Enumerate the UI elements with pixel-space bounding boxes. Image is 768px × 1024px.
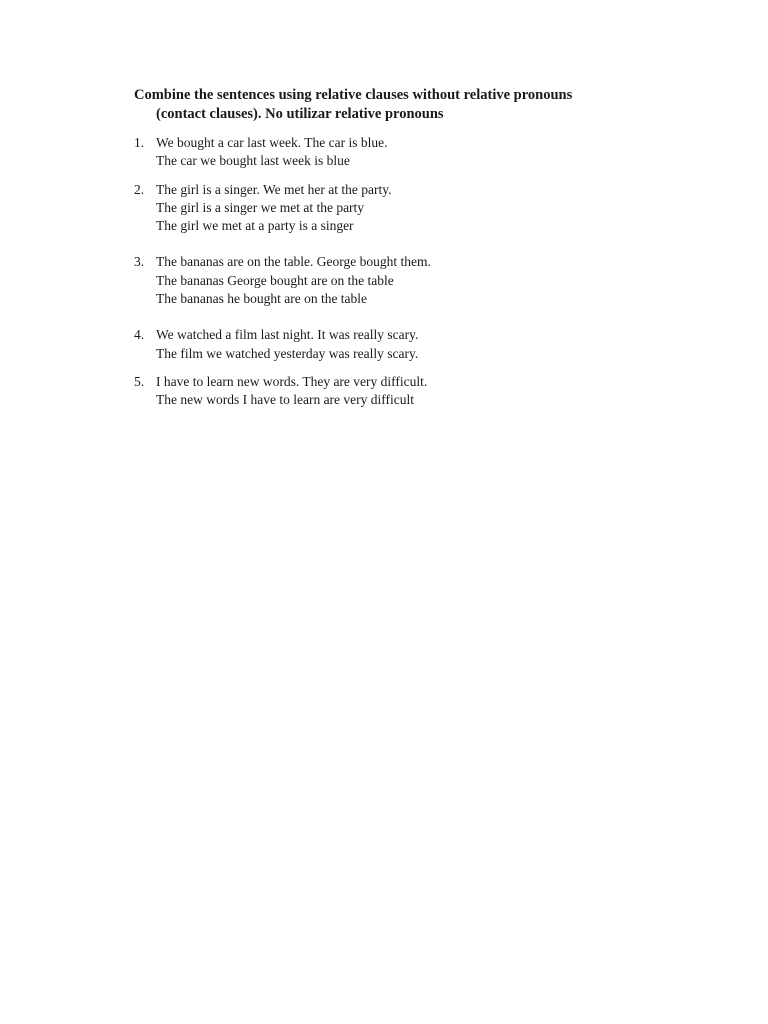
answer-sentence: The bananas he bought are on the table — [156, 291, 368, 307]
item-number: 2. — [134, 181, 145, 197]
exercise-item-1 — [134, 134, 694, 171]
answer-sentence: The car we bought last week is blue — [156, 153, 350, 169]
item-number: 5. — [134, 373, 145, 389]
answer-sentence: The bananas George bought are on the table — [156, 272, 394, 288]
prompt-sentence: We bought a car last week. The car is blue. — [156, 135, 388, 150]
prompt-sentence: We watched a film last night. It was really scary. — [156, 327, 419, 343]
exercise-item-3 — [134, 253, 694, 308]
exercise-item-5 — [134, 373, 694, 410]
item-number: 1. — [134, 135, 145, 150]
answer-sentence: The film we watched yesterday was really scary. — [156, 345, 419, 361]
exercise-list — [134, 134, 694, 410]
prompt-sentence: I have to learn new words. They are very difficult. — [156, 373, 428, 389]
prompt-sentence: The girl is a singer. We met her at the party. — [156, 181, 392, 197]
answer-sentence: The girl we met at a party is a singer — [156, 218, 354, 234]
instructions-line-2: (contact clauses). No utilizar relative pronouns — [156, 106, 444, 122]
item-number: 3. — [134, 254, 145, 270]
exercise-instructions — [134, 86, 694, 124]
exercise-item-4 — [134, 326, 694, 363]
instructions-line-1: Combine the sentences using relative clauses without relative pronouns — [134, 87, 573, 103]
answer-sentence: The new words I have to learn are very difficult — [156, 392, 415, 408]
item-number: 4. — [134, 327, 145, 343]
exercise-item-2 — [134, 181, 694, 236]
answer-sentence: The girl is a singer we met at the party — [156, 199, 365, 215]
prompt-sentence: The bananas are on the table. George bought them. — [156, 254, 431, 270]
